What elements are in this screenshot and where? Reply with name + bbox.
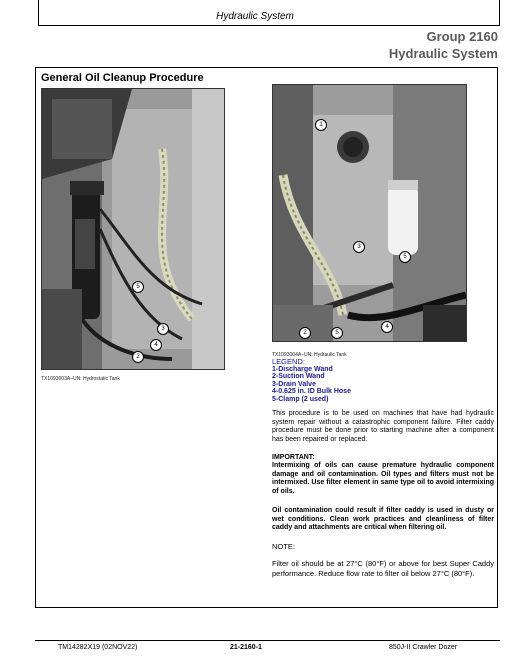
callout-3: 3 <box>353 235 365 253</box>
callout-1: 1 <box>315 113 327 131</box>
hydraulic-tank-photo <box>272 84 467 342</box>
callout-5: 5 <box>331 321 343 339</box>
important-text: Intermixing of oils can cause premature hydraulic component damage and oil contamination. Oil types and filters must not be intermixed. Use filter element in same type oil to avoid intermixing of oils. <box>272 462 494 495</box>
contamination-text: Oil contamination could result if filter caddy is used in dusty or wet conditions. Clean work practices and cleanliness of filter caddy and attachments are critical when filtering oil. <box>272 507 494 532</box>
group-number: Group 2160 <box>426 29 498 44</box>
callout-5: 5 <box>399 245 411 263</box>
footer-doc-id: TM14282X19 (02NOV22) <box>58 644 138 651</box>
left-photo-caption: TX1093003A–UN: Hydrostatic Tank <box>41 376 120 382</box>
legend-item: 5-Clamp (2 used) <box>272 395 329 403</box>
callout-3: 3 <box>157 317 169 335</box>
legend-item: 1-Discharge Wand <box>272 365 333 373</box>
hydrostatic-tank-photo <box>41 88 225 370</box>
intro-paragraph: This procedure is to be used on machines that have had hydraulic system repair without a catastrophic component failure. Filter caddy procedure must be done prior to starting machine after a component has been repaired or replaced. <box>272 410 494 443</box>
running-title: Hydraulic System <box>216 11 294 22</box>
important-label: IMPORTANT: <box>272 454 315 461</box>
footer-rule <box>35 640 500 641</box>
legend-item: 4-0.625 in. ID Bulk Hose <box>272 388 351 395</box>
legend-item: 3-Drain Valve <box>272 380 316 388</box>
legend <box>272 358 351 403</box>
legend-heading: LEGEND: <box>272 357 305 366</box>
footer-page-number: 21-2160-1 <box>230 644 262 651</box>
header-rule <box>38 25 500 26</box>
right-photo-caption: TX1093004A–UN: Hydraulic Tank <box>272 352 347 358</box>
footer-model: 850J-II Crawler Dozer <box>389 644 458 651</box>
callout-4: 4 <box>381 315 393 333</box>
callout-2: 2 <box>299 321 311 339</box>
legend-item: 2-Suction Wand <box>272 373 325 380</box>
callout-2: 2 <box>132 345 144 363</box>
note-text: Filter oil should be at 27°C (80°F) or above for best Super Caddy performance. Reduce flow rate to filter oil below 27°C (80°F). <box>272 559 494 578</box>
callout-5: 5 <box>132 275 144 293</box>
section-title: General Oil Cleanup Procedure <box>41 72 204 84</box>
callout-4: 4 <box>150 333 162 351</box>
group-title: Hydraulic System <box>388 46 498 61</box>
note-label: NOTE: <box>272 542 295 551</box>
